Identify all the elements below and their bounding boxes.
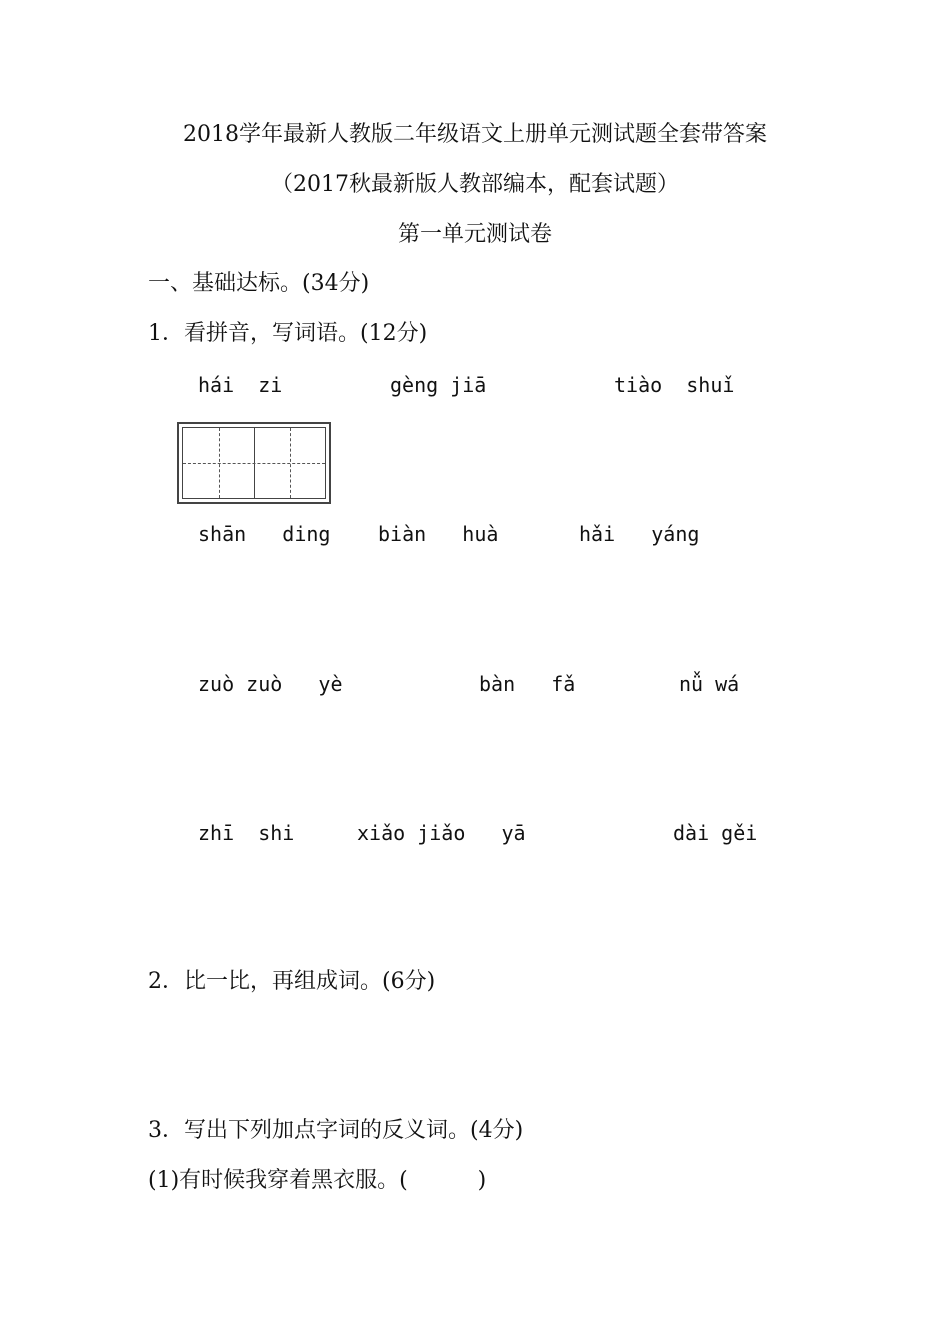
pinyin-item: shān ding xyxy=(198,522,331,546)
pinyin-item: zhī shi xyxy=(198,821,295,845)
pinyin-item: hái zi xyxy=(198,373,283,397)
question-1-heading: 1．看拼音，写词语。(12分) xyxy=(148,321,428,346)
pinyin-item: dài gěi xyxy=(673,821,758,845)
pinyin-item: bàn fǎ xyxy=(479,672,576,696)
pinyin-item: hǎi yáng xyxy=(579,522,700,546)
unit-title: 第一单元测试卷 xyxy=(397,222,552,247)
pinyin-item: zuò zuò yè xyxy=(198,672,343,696)
pinyin-item: nǚ wá xyxy=(679,672,740,696)
question-3-heading: 3．写出下列加点字词的反义词。(4分) xyxy=(148,1118,524,1143)
grid-dashed-guide xyxy=(183,463,325,464)
pinyin-item: tiào shuǐ xyxy=(614,373,735,397)
writing-grid[interactable] xyxy=(177,422,331,504)
question-3-item: (1)有时候我穿着黑衣服。( ) xyxy=(148,1168,487,1193)
pinyin-item: biàn huà xyxy=(378,522,499,546)
document-title: 2018学年最新人教版二年级语文上册单元测试题全套带答案 xyxy=(183,122,767,147)
pinyin-item: xiǎo jiǎo yā xyxy=(357,821,526,845)
question-2-heading: 2．比一比，再组成词。(6分) xyxy=(148,969,436,994)
document-subtitle: （2017秋最新版人教部编本，配套试题） xyxy=(271,172,679,197)
section-heading: 一、基础达标。(34分) xyxy=(148,271,370,296)
writing-grid-inner xyxy=(182,427,326,499)
pinyin-item: gèng jiā xyxy=(390,373,487,397)
